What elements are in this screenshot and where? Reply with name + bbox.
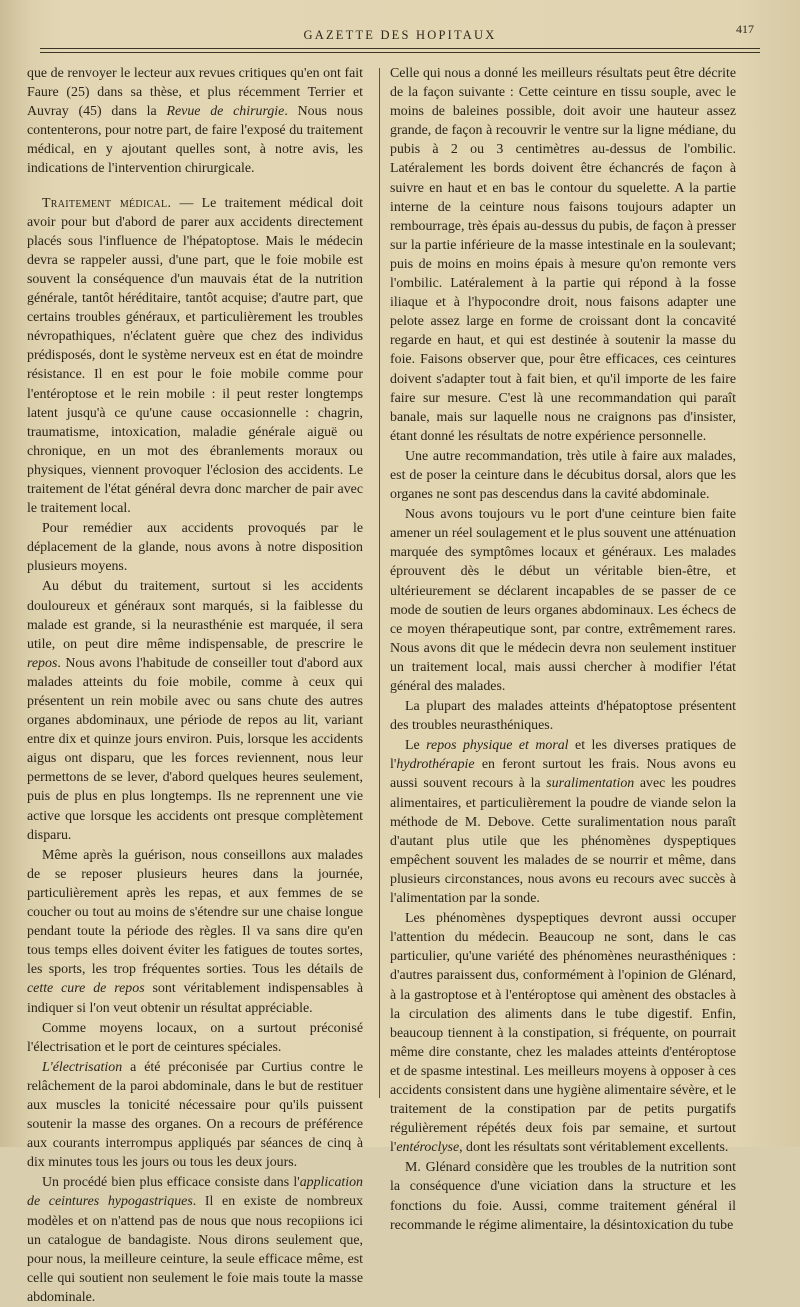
paragraph: Un procédé bien plus efficace consiste dans l'application de ceintures hypogastriques. Il en existe de nombreux modèles et on n'attend pas de nous que nous recopiions ici un catalogue de bandagiste. Nous dirons seulement que, pour nous, la meilleure ceinture, la seule efficace même, est celle qui soutient non seulement le foie mais toute la masse abdominale. — [27, 1175, 364, 1305]
paragraph: Au début du traitement, surtout si les accidents douloureux et généraux sont marqués, si la faiblesse du malade est grande, si la neurasthénie est marquée, il sera utile, on peut dire même indispensable, de prescrire le repos. Nous avons l'habitude de conseiller tout d'abord aux malades atteints du foie mobile, comme à ceux qui présentent un rein mobile avec ou sans chute des autres organes abdominaux, une période de repos au lit, variant entre dix et quinze jours environ. Puis, lorsque les accidents aigus ont disparu, que les forces reviennent, nous leur permettons de se lever, d'abord quelques heures seulement, puis de plus en plus longtemps. Ils ne reprennent une vie active que lorsque les accidents ont presque complètement disparu. — [27, 579, 363, 843]
paragraph: Une autre recommandation, très utile à faire aux malades, est de poser la ceinture dans le décubitus dorsal, alors que les organes ne sont pas descendus dans la cavité abdominale. — [390, 448, 736, 503]
paragraph: M. Glénard considère que les troubles de la nutrition sont la conséquence d'une viciation dans la structure et les fonctions du foie. Aussi, comme traitement général il recommande le régime alimentaire, la désintoxication du tube — [390, 1160, 736, 1233]
left-column — [27, 64, 363, 1307]
paragraph: Le repos physique et moral et les diverses pratiques de l'hydrothérapie en feront surtout les frais. Nous avons eu aussi souvent recours à la suralimentation avec les poudres alimentaires, et particulièrement la poudre de viande selon la méthode de M. Debove. Cette suralimentation nous paraît d'autant plus utile que les phénomènes dyspeptiques empêchent souvent les malades de se nourrir et même, dans plusieurs circonstances, nous avons eu recours avec succès à l'alimentation par la sonde. — [390, 738, 736, 907]
header-rule-thin — [40, 52, 760, 53]
paragraph: Comme moyens locaux, on a surtout préconisé l'électrisation et le port de ceintures spéciales. — [27, 1020, 363, 1055]
header-rule — [40, 48, 760, 49]
paragraph: L'électrisation a été préconisée par Curtius contre le relâchement de la paroi abdominale, dans le but de restituer aux muscles la tonicité nécessaire pour qu'ils puissent soutenir la masse des organes. On a recours de préférence aux courants interrompus appliqués par séances de cinq à dix minutes tous les jours ou tous les deux jours. — [27, 1059, 363, 1171]
paragraph: Celle qui nous a donné les meilleurs résultats peut être décrite de la façon suivante : Cette ceinture en tissu souple, avec le moins de baleines possible, doit avoir une hauteur assez grande, de façon à recouvrir le ventre sur la ligne médiane, du pubis à 2 ou 3 centimètres au-dessus de l'ombilic. Latéralement les bords doivent être échancrés de façon à suivre en haut et en bas le contour du squelette. A la partie interne de la ceinture nous faisons toujours adapter un rembourrage, très épais au-dessus du pubis, de façon à presser sur la partie inférieure de la masse intestinale en la soulevant; puis de moins en moins épais à mesure qu'on remonte vers l'ombilic. Latéralement à la partie qui répond à la fosse iliaque et à l'hypocondre droit, nous faisons adapter une pelote assez large en forme de croissant dont la concavité regarde en haut, et qui est destinée à soutenir la masse du foie. Faisons observer que, pour être efficaces, ces ceintures doivent s'adapter tout à fait bien, et qu'il importe de les faire faire sur mesure. C'est là une recommandation qui paraît banale, mais sur laquelle nous ne craignons pas d'insister, étant donné les résultats de notre expérience personnelle. — [390, 66, 736, 444]
section-heading: Traitement médical. — [42, 195, 172, 211]
page-number: 417 — [736, 22, 754, 36]
right-column — [390, 64, 736, 1235]
paragraph: que de renvoyer le lecteur aux revues critiques qu'en ont fait Faure (25) dans sa thèse, et plus récemment Terrier et Auvray (45) dans la Revue de chirurgie. Nous nous contenterons, pour notre part, de faire l'exposé du traitement médical, en y ajoutant quelles sont, à notre avis, les indications de l'intervention chirurgicale. — [27, 66, 363, 177]
paragraph: Même après la guérison, nous conseillons aux malades de se reposer plusieurs heures dans la journée, particulièrement après les repas, et aux femmes de se coucher ou tout au moins de s'étendre sur une chaise longue pendant toute la période des règles. Il va sans dire qu'en tous temps elles doivent éviter les fatigues de toutes sortes, les sports, les trop fréquentes sorties. Tous les détails de cette cure de repos sont véritablement indispensables à indiquer si l'on veut obtenir un résultat appréciable. — [27, 847, 363, 1016]
paragraph: Les phénomènes dyspeptiques devront aussi occuper l'attention du médecin. Beaucoup ne sont, dans le cas particulier, qu'une variété des phénomènes neurasthéniques : d'autres paraissent dus, conformément à l'opinion de Glénard, à la gastroptose et à l'entéroptose qui amènent des obstacles à la circulation des aliments dans le tube digestif. Enfin, beaucoup tiennent à la constipation, si fréquente, on pourrait même dire constante, chez les malades atteints d'entéroptose et de spasme intestinal. Les meilleurs moyens à opposer à ces accidents consistent dans une hygiène alimentaire sévère, et le traitement de la constipation par de petits purgatifs régulièrement répétés deux fois par semaine, et surtout l'entéroclyse, dont les résultats sont véritablement excellents. — [390, 911, 736, 1156]
journal-title: GAZETTE DES HOPITAUX — [303, 28, 497, 42]
paragraph: La plupart des malades atteints d'hépatoptose présentent des troubles neurasthéniques. — [390, 699, 736, 734]
column-divider — [379, 68, 380, 1098]
paragraph: Pour remédier aux accidents provoqués par le déplacement de la glande, nous avons à notre disposition plusieurs moyens. — [27, 521, 363, 575]
paragraph: Nous avons toujours vu le port d'une ceinture bien faite amener un réel soulagement et le plus souvent une atténuation marquée des symptômes locaux et généraux. Les malades éprouvent dès le début un véritable bien-être, et ultérieurement se déclarent incapables de se passer de ce mode de soutien de leurs organes abdominaux. Les échecs de ce moyen thérapeutique sont, par contre, extrêmement rares. Nous avons dit que le médecin devra non seulement instituer un traitement local, mais aussi chercher à modifier l'état général des malades. — [390, 507, 736, 694]
section-paragraph-traitement-medical: Traitement médical. — Le traitement médical doit avoir pour but d'abord de parer aux accidents directement placés sous l'influence de l'hépatoptose. Mais le médecin devra se rappeler aussi, d'une part, que le foie mobile est souvent la conséquence d'un mauvais état de la nutrition générale, tantôt héréditaire, tantôt acquise; d'autre part, que certains troubles généraux, et particulièrement les troubles névropathiques, n'éclatent guère que chez des individus prédisposés, dont le système nerveux est en état de moindre résistance. Il en est pour le foie mobile comme pour l'entéroptose et le rein mobile : il peut rester longtemps latent jusqu'à ce qu'une cause occasionnelle : chagrin, traumatisme, intoxication, maladie générale aiguë ou chronique, en un mot des ébranlements moraux ou physiques, viennent provoquer l'éclosion des accidents. Le traitement de l'état général devra donc marcher de pair avec le traitement local. — [27, 195, 363, 517]
